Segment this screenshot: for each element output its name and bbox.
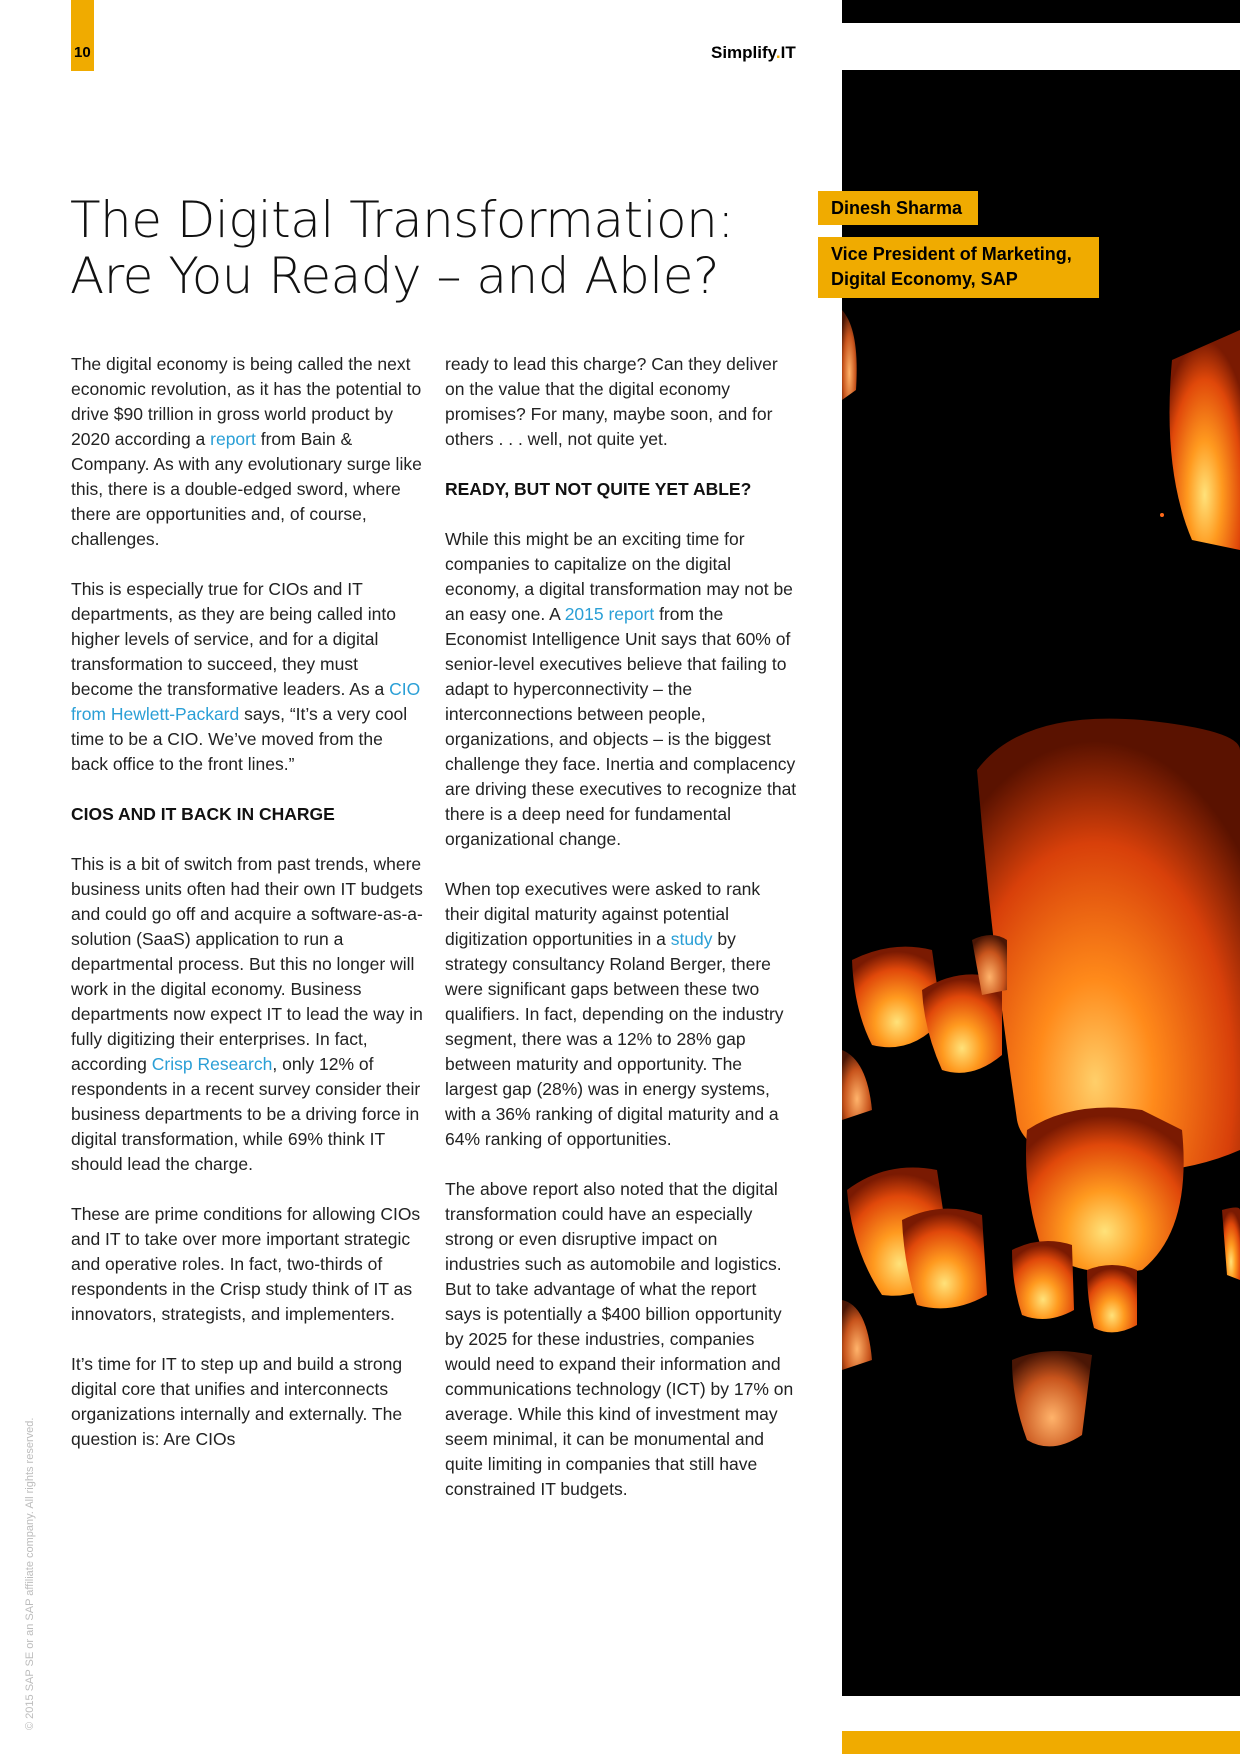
- sky-lanterns-photo: [842, 70, 1240, 1696]
- lantern-large: [977, 719, 1240, 1173]
- author-title-line1: Vice President of Marketing,: [831, 244, 1072, 264]
- lantern-lower-left-2: [902, 1209, 987, 1309]
- p3-text-a: This is a bit of switch from past trends, where business units often had their own IT budgets and could go off and acquire a software-as-a-solution (SaaS) application to run a departmental process. But this no longer will work in the digital economy. Business departments now expect IT to lead the way in fully digitizing their enterprises. In fact, according: [71, 854, 423, 1074]
- author-title-line2: Digital Economy, SAP: [831, 269, 1018, 289]
- copyright-notice: © 2015 SAP SE or an SAP affiliate company. All rights reserved.: [24, 1417, 36, 1730]
- top-black-bar: [842, 0, 1240, 23]
- headline-line1: The Digital Transformation:: [70, 191, 734, 249]
- paragraph-5: It’s time for IT to step up and build a strong digital core that unifies and interconnects organizations internally and externally. The question is: Are CIOs: [71, 1354, 403, 1449]
- publication-title: [711, 43, 796, 63]
- distant-light: [1160, 513, 1164, 517]
- author-name: Dinesh Sharma: [818, 191, 978, 225]
- p7-text-b: by strategy consultancy Roland Berger, there were significant gaps between these two qualifiers. In fact, depending on the industry segment, there was a 12% to 28% gap between maturity and opportunity. The largest gap (28%) was in energy systems, with a 36% ranking of digital maturity and a 64% ranking of opportunities.: [445, 929, 784, 1149]
- paragraph-6: [445, 527, 797, 852]
- left-column: [71, 352, 423, 1477]
- publication-dot: .: [775, 43, 781, 62]
- paragraph-5-continued: ready to lead this charge? Can they deliver on the value that the digital economy promises? For many, maybe soon, and for others . . . well, not quite yet.: [445, 354, 778, 449]
- paragraph-3: [71, 852, 423, 1177]
- section-heading-cios: CIOS AND IT BACK IN CHARGE: [71, 804, 335, 824]
- publication-suffix: IT: [780, 43, 796, 62]
- report-link[interactable]: report: [210, 429, 256, 449]
- crisp-research-link[interactable]: Crisp Research: [151, 1054, 273, 1074]
- paragraph-1: [71, 352, 423, 552]
- headline-line2: Are You Ready – and Able?: [70, 247, 719, 305]
- 2015-report-link[interactable]: 2015 report: [564, 604, 655, 624]
- lantern-small-2: [1087, 1265, 1137, 1332]
- section-heading-ready: READY, BUT NOT QUITE YET ABLE?: [445, 479, 752, 499]
- study-link[interactable]: study: [670, 929, 713, 949]
- p3-text-b: , only 12% of respondents in a recent survey consider their business departments to be a driving force in digital transformation, while 69% think IT should lead the charge.: [71, 1054, 421, 1174]
- p1-text-a: The digital economy is being called the next economic revolution, as it has the potential to drive $90 trillion in gross world product by 2020 according a: [71, 354, 422, 449]
- paragraph-7: [445, 877, 797, 1152]
- p1-text-b: from Bain & Company. As with any evolutionary surge like this, there is a double-edged sword, where there are opportunities and, of course, challenges.: [71, 429, 422, 549]
- cio-hp-link[interactable]: CIO from Hewlett-Packard: [71, 679, 421, 724]
- lantern-small-1: [1012, 1241, 1074, 1319]
- page-number: 10: [74, 44, 91, 61]
- p2-text-a: This is especially true for CIOs and IT departments, as they are being called into higher levels of service, and for a digital transformation to succeed, they must become the transformative leaders. As a: [71, 579, 396, 699]
- paragraph-4: These are prime conditions for allowing CIOs and IT to take over more important strategic and operative roles. In fact, two-thirds of respondents in the Crisp study think of IT as innovators, strategists, and implementers.: [71, 1204, 421, 1324]
- publication-name: Simplify: [711, 43, 776, 62]
- article-headline: [70, 192, 810, 304]
- p6-text-b: from the Economist Intelligence Unit says that 60% of senior-level executives believe that failing to adapt to hyperconnectivity – the interconnections between people, organizations, and objects – is the biggest challenge they face. Inertia and complacency are driving these executives to recognize that there is a deep need for fundamental organizational change.: [445, 604, 797, 849]
- p2-text-b: says, “It’s a very cool time to be a CIO. We’ve moved from the back office to the front lines.”: [71, 704, 408, 774]
- author-title: [818, 237, 1099, 298]
- p6-text-a: While this might be an exciting time for companies to capitalize on the digital economy, a digital transformation may not be an easy one. A: [445, 529, 793, 624]
- paragraph-2: [71, 577, 423, 777]
- p7-text-a: When top executives were asked to rank their digital maturity against potential digitization opportunities in a: [445, 879, 761, 949]
- bottom-accent-bar: [842, 1731, 1240, 1754]
- paragraph-8: The above report also noted that the digital transformation could have an especially strong or even disruptive impact on industries such as automobile and logistics. But to take advantage of what the report says is potentially a $400 billion opportunity by 2025 for these industries, companies would need to expand their information and communications technology (ICT) by 17% on average. While this kind of investment may seem minimal, it can be monumental and quite limiting in companies that still have constrained IT budgets.: [445, 1179, 794, 1499]
- right-column: [445, 352, 797, 1527]
